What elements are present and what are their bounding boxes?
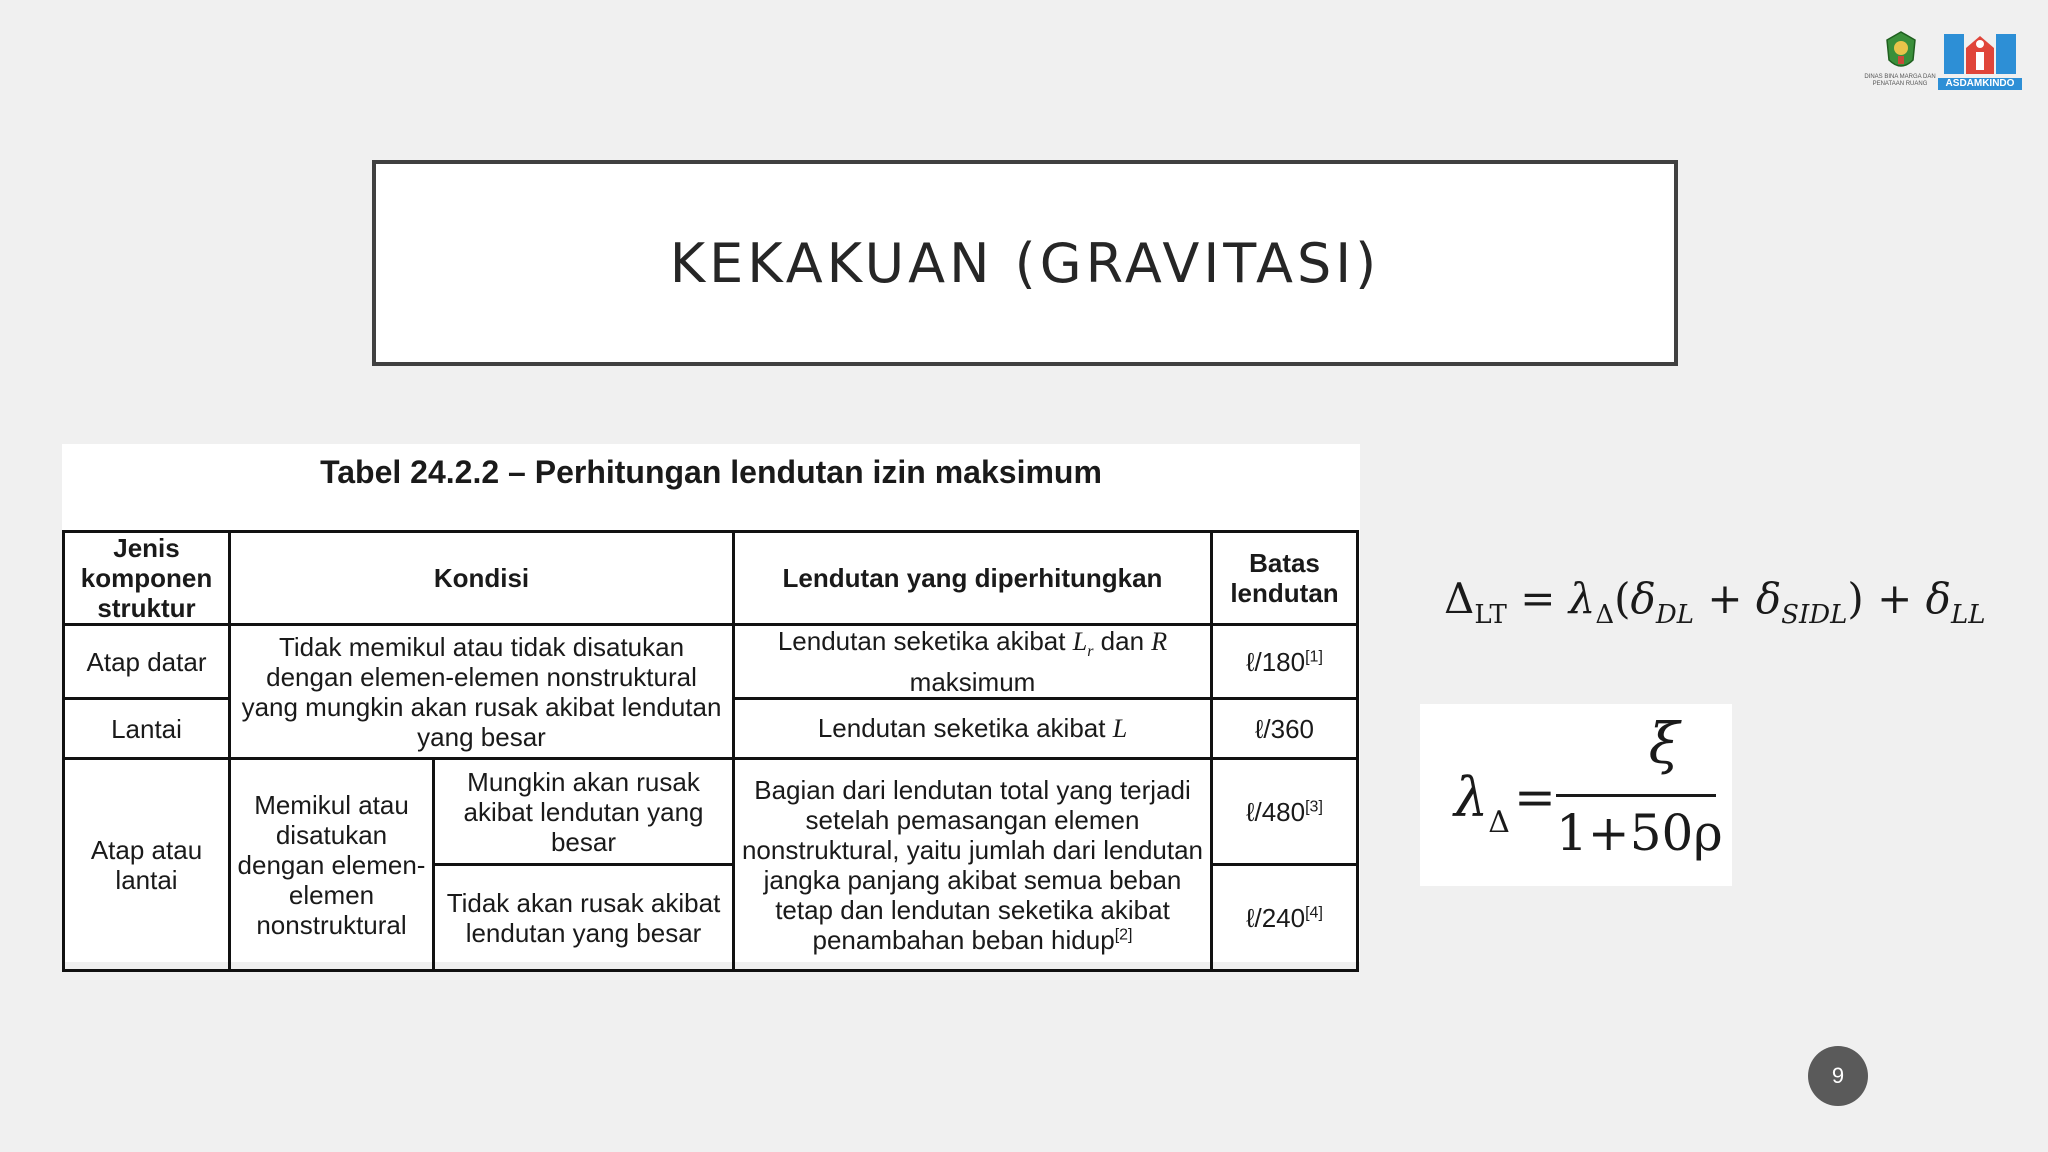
formula-1-open: (: [1614, 574, 1631, 623]
cell-sub-b: Tidak akan rusak akibat lendutan yang besar: [434, 865, 734, 971]
lendutan-1-text: Lendutan seketika akibat: [777, 626, 1073, 656]
cell-atap-lantai: Atap atau lantai: [64, 759, 230, 971]
deflection-table: [62, 530, 1359, 972]
formula-1-delta-dl-sub: DL: [1655, 600, 1694, 630]
formula-2-lhs: [1454, 766, 1510, 840]
formula-2-fraction-bar: [1556, 794, 1716, 797]
formula-2-numerator: ξ: [1648, 712, 1680, 777]
cell-kondisi-2: Memikul atau disatukan dengan elemen-elemen nonstruktural: [230, 759, 434, 971]
cell-batas-4: [1212, 865, 1358, 971]
asdamkindo-logo: [1938, 28, 2022, 92]
formula-2-eq: =: [1514, 768, 1556, 826]
lendutan-3-note: [2]: [1114, 926, 1133, 944]
formula-1-eq: =: [1506, 574, 1569, 623]
asdamkindo-mark-icon: [1942, 30, 2018, 76]
formula-1-delta-ll: δ: [1925, 574, 1951, 623]
batas-1-value: ℓ/180: [1246, 646, 1306, 677]
table-title: Tabel 24.2.2 – Perhitungan lendutan izin maksimum: [320, 454, 1102, 490]
batas-4-note: [4]: [1305, 904, 1323, 922]
formula-total-deflection: [1444, 574, 2004, 638]
formula-2-denominator: 1+50ρ: [1556, 804, 1723, 862]
lendutan-1-and: dan: [1093, 626, 1152, 656]
cell-lantai: Lantai: [64, 699, 230, 759]
logos: [1862, 28, 2022, 92]
cell-batas-2: ℓ/360: [1212, 699, 1358, 759]
cell-batas-3: [1212, 759, 1358, 865]
batas-3-note: [3]: [1305, 798, 1323, 816]
symbol-r: R: [1151, 627, 1168, 656]
header-jenis: Jenis komponen struktur: [64, 532, 230, 625]
formula-2-lambda: λ: [1454, 766, 1489, 829]
formula-1-lambda-sub: Δ: [1595, 600, 1615, 630]
emblem-icon: [1884, 30, 1918, 74]
formula-lambda: [1420, 704, 1732, 886]
table-panel: [62, 444, 1360, 962]
symbol-lr: [1072, 627, 1094, 661]
cell-lendutan-2: [734, 699, 1212, 759]
formula-2-lambda-sub: Δ: [1488, 805, 1510, 840]
batas-3-value: ℓ/480: [1246, 796, 1306, 827]
formula-1-delta: Δ: [1444, 574, 1475, 623]
provincial-logo-caption: DINAS BINA MARGA DAN PENATAAN RUANG: [1864, 74, 1936, 87]
formula-1-close: ): [1847, 574, 1864, 623]
batas-4-value: ℓ/240: [1246, 902, 1306, 933]
cell-batas-1: [1212, 625, 1358, 699]
formula-1-delta-sidl-sub: SIDL: [1781, 600, 1848, 630]
cell-lendutan-1: [734, 625, 1212, 699]
formula-1-delta-ll-sub: LL: [1950, 600, 1986, 630]
formula-1-plus-1: +: [1693, 574, 1756, 623]
symbol-lr-base: L: [1072, 627, 1088, 656]
lendutan-2-text: Lendutan seketika akibat: [817, 713, 1113, 744]
cell-sub-a: Mungkin akan rusak akibat lendutan yang besar: [434, 759, 734, 865]
formula-1-delta-sub: LT: [1474, 600, 1507, 630]
lendutan-3-text: Bagian dari lendutan total yang terjadi setelah pemasangan elemen nonstruktural, yaitu jumlah dari lendutan jangka panjang akibat semua beban tetap dan lendutan seketika akibat penambahan beban hidup: [741, 774, 1204, 955]
table-row: [64, 759, 1358, 865]
symbol-lr-sub: r: [1087, 643, 1094, 661]
formula-1-delta-sidl: δ: [1755, 574, 1782, 623]
asdamkindo-brand: ASDAMKINDO: [1938, 78, 2022, 90]
provincial-logo: [1862, 28, 1938, 92]
header-kondisi: Kondisi: [230, 532, 734, 625]
lendutan-1-max: maksimum: [909, 667, 1036, 698]
batas-1-note: [1]: [1305, 647, 1323, 665]
table-row: [64, 625, 1358, 699]
formula-1-delta-dl: δ: [1630, 574, 1656, 623]
table-header-row: [64, 532, 1358, 625]
symbol-l: L: [1112, 714, 1128, 744]
slide-title: KEKAKUAN (GRAVITASI): [669, 231, 1381, 295]
page-number: 9: [1808, 1046, 1868, 1106]
header-batas: Batas lendutan: [1212, 532, 1358, 625]
title-box: [372, 160, 1678, 366]
cell-kondisi-1: Tidak memikul atau tidak disatukan dengan elemen-elemen nonstruktural yang mungkin akan rusak akibat lendutan yang besar: [230, 625, 734, 759]
cell-lendutan-3: [734, 759, 1212, 971]
formula-1-lambda: λ: [1568, 574, 1596, 623]
header-lendutan: Lendutan yang diperhitungkan: [734, 532, 1212, 625]
cell-atap-datar: Atap datar: [64, 625, 230, 699]
formula-1-plus-2: +: [1863, 574, 1926, 623]
